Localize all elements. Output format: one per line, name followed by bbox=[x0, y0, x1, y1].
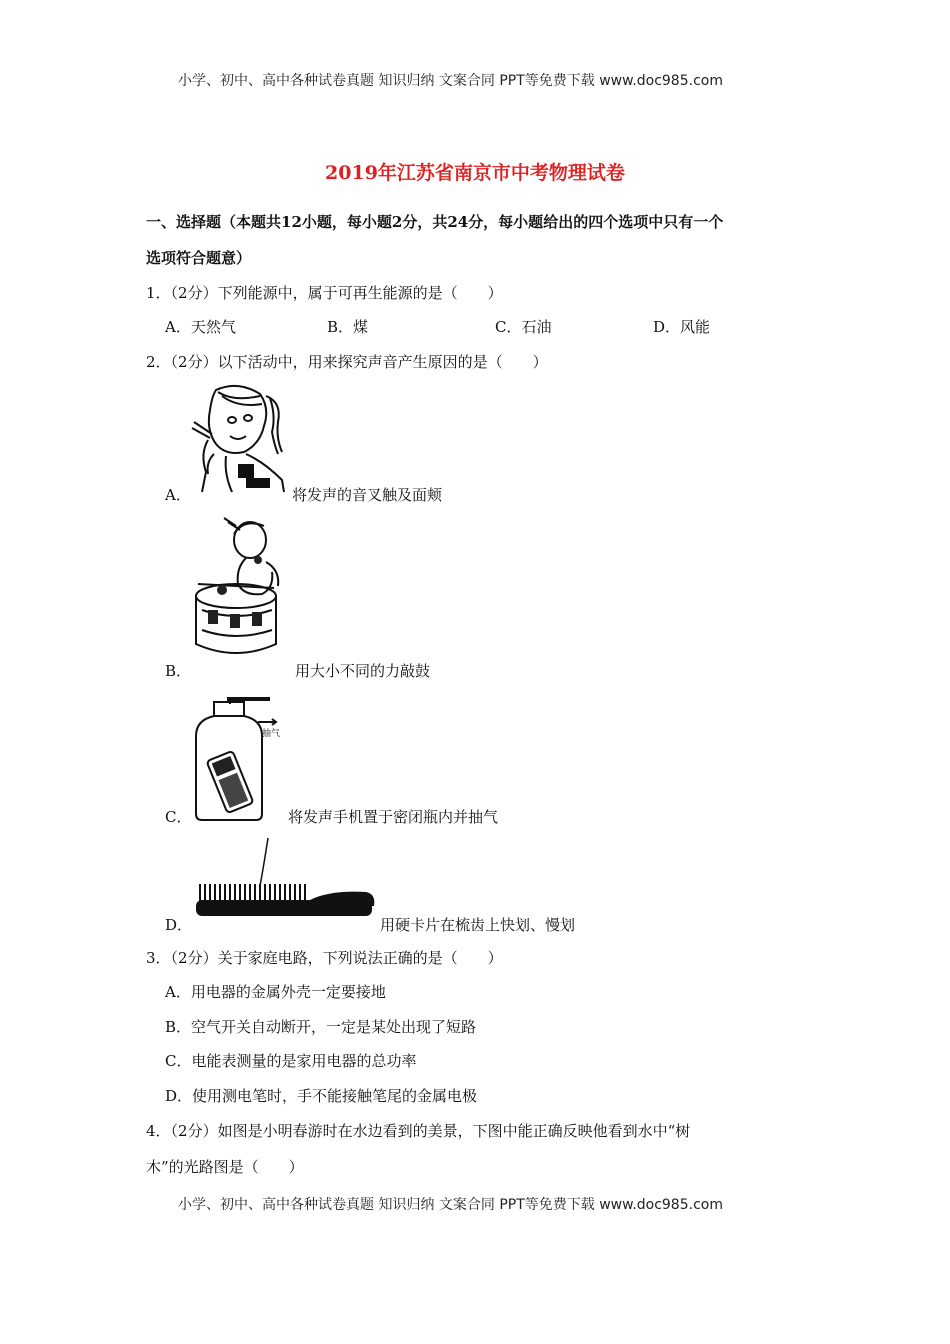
q2-stem: 2．（2分）以下活动中，用来探究声音产生原因的是（ ） bbox=[146, 353, 548, 371]
q2-option-b-letter: B． bbox=[165, 662, 192, 680]
q3-option-a: A．用电器的金属外壳一定要接地 bbox=[165, 983, 386, 1001]
section-heading-line2: 选项符合题意） bbox=[146, 249, 252, 267]
boy-drum-figure bbox=[188, 514, 286, 662]
q2-option-d-letter: D． bbox=[165, 916, 193, 934]
pump-out-label: 抽气 bbox=[262, 729, 281, 739]
q2-option-c-text: 将发声手机置于密闭瓶内并抽气 bbox=[288, 808, 499, 826]
comb-card-figure bbox=[190, 834, 378, 920]
page-footer: 小学、初中、高中各种试卷真题 知识归纳 文案合同 PPT等免费下载 www.doc985.com bbox=[178, 1197, 723, 1213]
q2-option-c-letter: C． bbox=[165, 808, 192, 826]
phone-in-bottle-figure bbox=[192, 696, 286, 822]
q2-option-b-text: 用大小不同的力敲鼓 bbox=[295, 662, 431, 680]
q1-option-b: B．煤 bbox=[327, 318, 369, 336]
page-title: 2019年江苏省南京市中考物理试卷 bbox=[325, 162, 625, 184]
q1-option-a: A．天然气 bbox=[165, 318, 236, 336]
q3-option-b: B．空气开关自动断开，一定是某处出现了短路 bbox=[165, 1018, 477, 1036]
page-header: 小学、初中、高中各种试卷真题 知识归纳 文案合同 PPT等免费下载 www.doc985.com bbox=[178, 73, 723, 89]
q3-stem: 3．（2分）关于家庭电路，下列说法正确的是（ ） bbox=[146, 949, 503, 967]
q2-option-a-text: 将发声的音叉触及面颊 bbox=[292, 486, 443, 504]
q4-stem-line2: 木”的光路图是（ ） bbox=[146, 1158, 304, 1176]
q3-option-d: D．使用测电笔时，手不能接触笔尾的金属电极 bbox=[165, 1087, 478, 1105]
q4-stem-line1: 4．（2分）如图是小明春游时在水边看到的美景，下图中能正确反映他看到水中“树 bbox=[146, 1122, 691, 1140]
q2-option-a-letter: A． bbox=[165, 486, 191, 504]
q1-option-c: C．石油 bbox=[495, 318, 552, 336]
section-heading-line1: 一、选择题（本题共12小题，每小题2分，共24分，每小题给出的四个选项中只有一个 bbox=[146, 213, 724, 231]
q2-option-d-text: 用硬卡片在梳齿上快划、慢划 bbox=[380, 916, 576, 934]
q3-option-c: C．电能表测量的是家用电器的总功率 bbox=[165, 1052, 417, 1070]
girl-tuning-fork-figure bbox=[186, 382, 286, 494]
q1-option-d: D．风能 bbox=[653, 318, 711, 336]
q1-stem: 1．（2分）下列能源中，属于可再生能源的是（ ） bbox=[146, 284, 503, 302]
